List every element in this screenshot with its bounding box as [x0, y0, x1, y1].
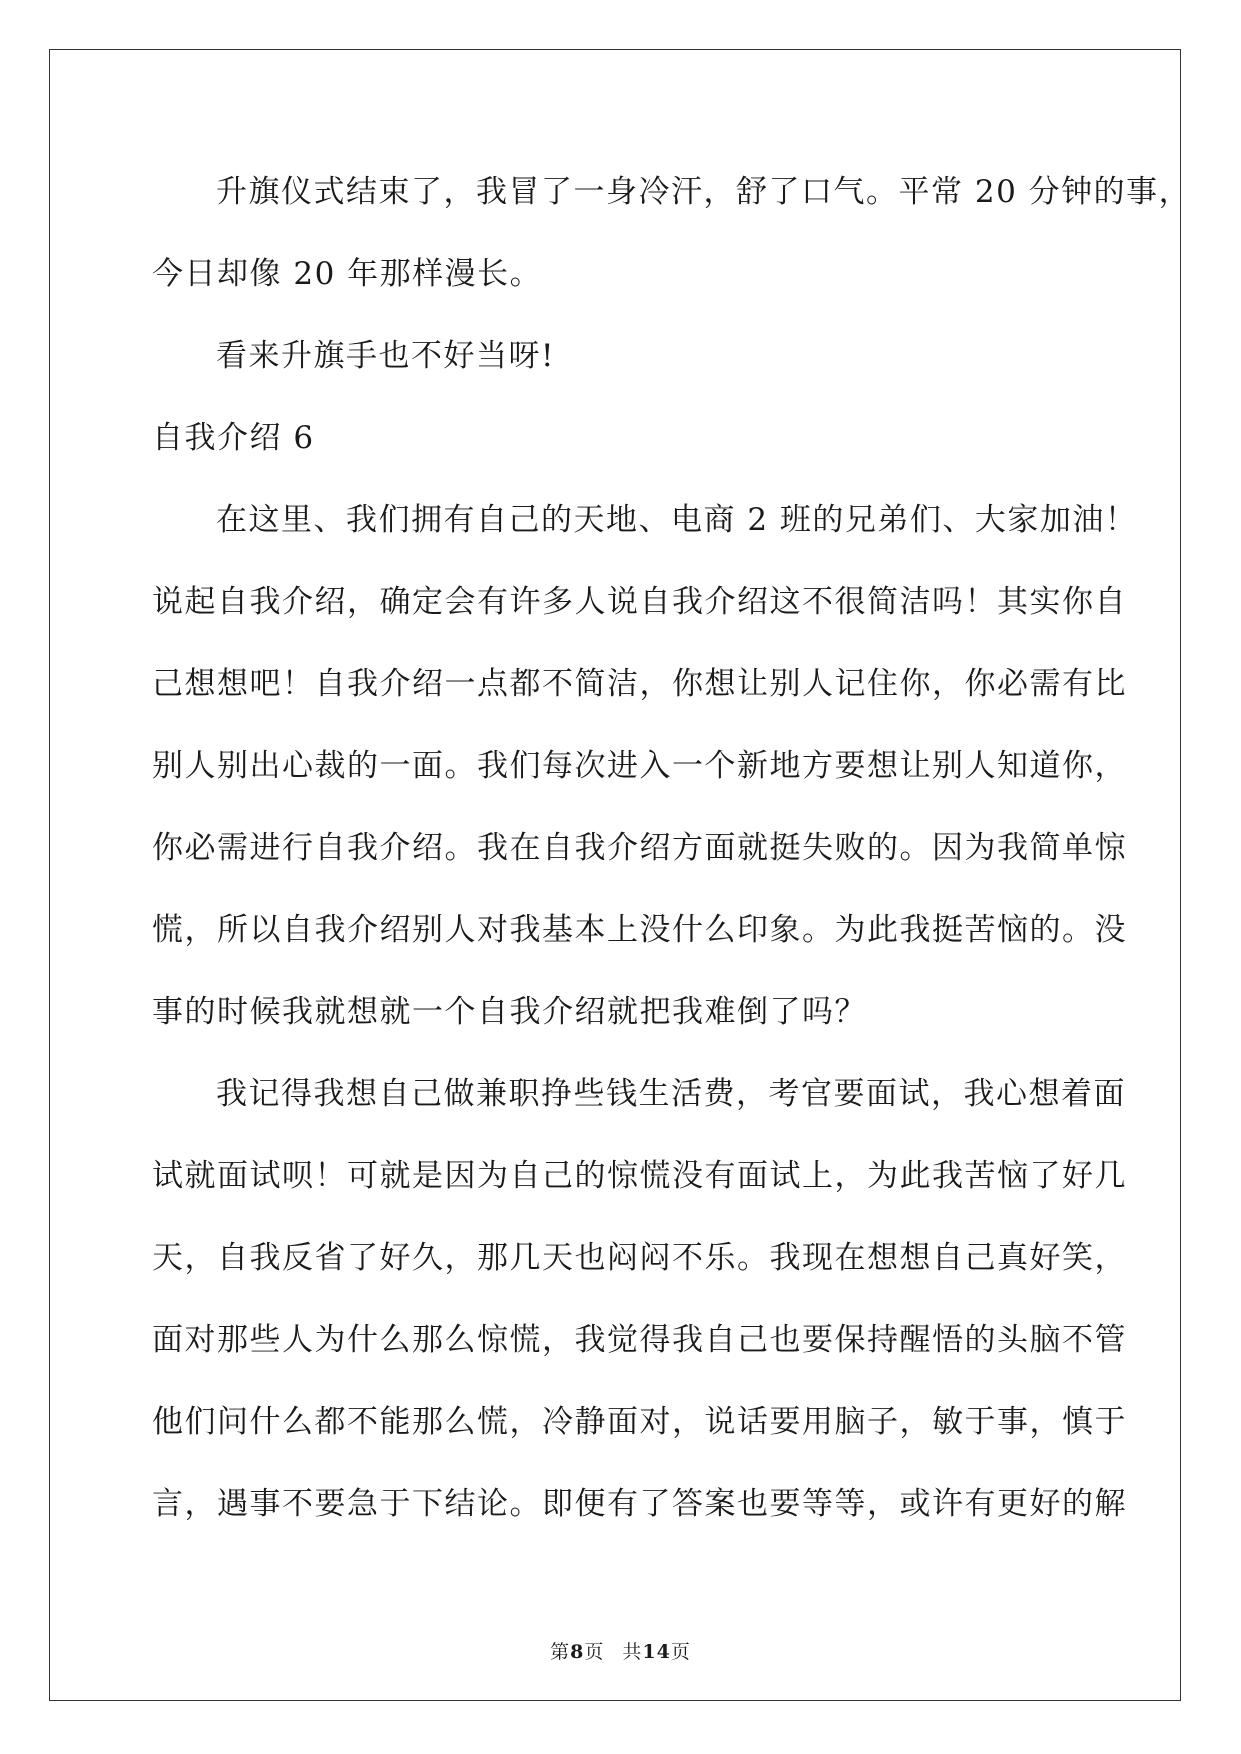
text-line: 试就面试呗！可就是因为自己的惊慌没有面试上，为此我苦恼了好几 — [152, 1158, 1127, 1194]
text-line: 天，自我反省了好久，那几天也闷闷不乐。我现在想想自己真好笑， — [152, 1240, 1127, 1276]
document-body — [152, 158, 1192, 1552]
total-prefix: 共 — [622, 1641, 643, 1663]
text-line: 今日却像 20 年那样漫长。 — [152, 256, 543, 292]
page-prefix: 第 — [550, 1641, 571, 1663]
current-page-number: 8 — [570, 1641, 585, 1663]
text-line: 看来升旗手也不好当呀! — [216, 338, 555, 374]
text-line: 言，遇事不要急于下结论。即便有了答案也要等等，或许有更好的解 — [152, 1486, 1127, 1522]
text-line: 别人别出心裁的一面。我们每次进入一个新地方要想让别人知道你， — [152, 748, 1127, 784]
total-page-count: 14 — [642, 1641, 671, 1663]
text-line: 慌，所以自我介绍别人对我基本上没什么印象。为此我挺苦恼的。没 — [152, 912, 1127, 948]
total-suffix: 页 — [670, 1641, 691, 1663]
text-line: 升旗仪式结束了，我冒了一身冷汗，舒了口气。平常 20 分钟的事， — [216, 174, 1192, 210]
text-line: 说起自我介绍，确定会有许多人说自我介绍这不很简洁吗！其实你自 — [152, 584, 1127, 620]
page-number-footer — [0, 1640, 1241, 1664]
text-line: 己想想吧！自我介绍一点都不简洁，你想让别人记住你，你必需有比 — [152, 666, 1127, 702]
text-line: 在这里、我们拥有自己的天地、电商 2 班的兄弟们、大家加油！ — [216, 502, 1138, 538]
text-line: 你必需进行自我介绍。我在自我介绍方面就挺失败的。因为我简单惊 — [152, 830, 1127, 866]
text-line: 事的时候我就想就一个自我介绍就把我难倒了吗？ — [152, 994, 867, 1030]
text-line: 他们问什么都不能那么慌，冷静面对，说话要用脑子，敏于事，慎于 — [152, 1404, 1127, 1440]
page-suffix: 页 — [584, 1641, 605, 1663]
text-line: 面对那些人为什么那么惊慌，我觉得我自己也要保持醒悟的头脑不管 — [152, 1322, 1127, 1358]
section-heading: 自我介绍 6 — [152, 420, 315, 456]
text-line: 我记得我想自己做兼职挣些钱生活费，考官要面试，我心想着面 — [216, 1076, 1126, 1112]
